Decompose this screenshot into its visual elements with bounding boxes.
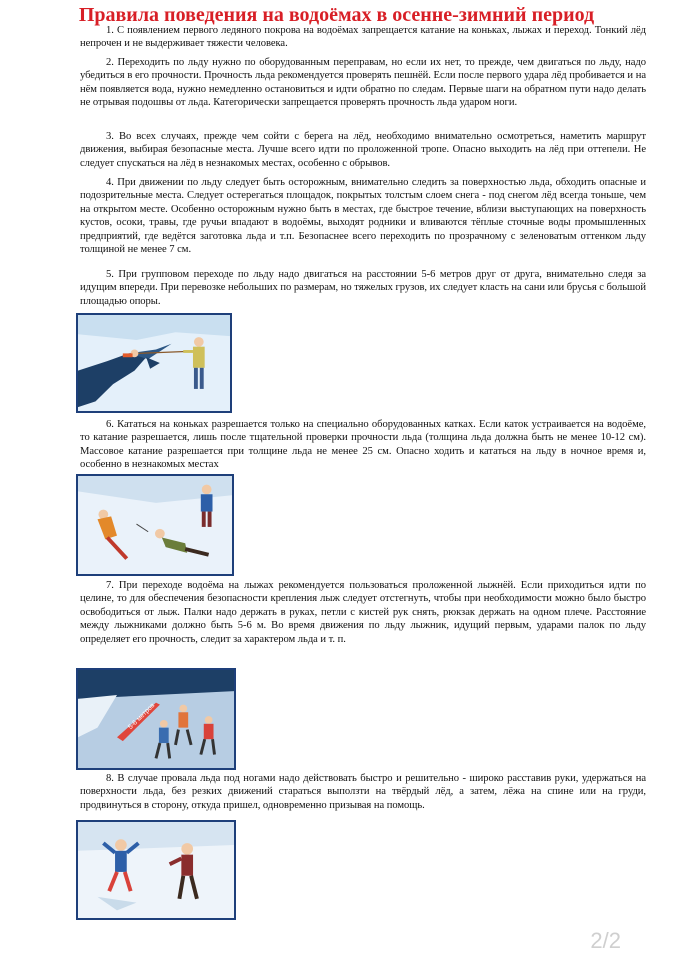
paragraph-5: 5. При групповом переходе по льду надо двигаться на расстоянии 5-6 метров друг от друга, внимательно следя за идущим впереди. При перевозке небольших по размерам, но тяжелых грузов, их следует класть на сани или брусья с большой площадью опоры.: [80, 269, 646, 307]
paragraph-4: 4. При движении по льду следует быть осторожным, внимательно следить за поверхностью льда, обходить опасные и подозрительные места. Следует остерегаться площадок, покрытых толстым слоем снега - под снегом лёд всегда тоньше, чем на открытом месте. Особенно осторожным нужно быть в местах, где быстрое течение, вблизи выступающих на поверхность кустов, осоки, травы, где ручьи впадают в водоёмы, выходят родники и вливаются тёплые сточные воды промышленных предприятий, где ведётся заготовка льда и т.п. Безопаснее всего переходить по прозрачному с зеленоватым оттенком льду толщиной не менее 7 см.: [80, 177, 646, 256]
illustration-children-on-ice: [76, 820, 236, 920]
illustration-ice-rescue: [76, 313, 232, 413]
paragraph-3: 3. Во всех случаях, прежде чем сойти с берега на лёд, необходимо внимательно осмотреться, наметить маршрут движения, выбирая безопасные места. Лучше всего идти по проложенной тропе. Опасно выходить на лёд при оттепели. Не следует спускаться на лёд в незнакомых местах, особенно с обрывов.: [80, 131, 646, 169]
paragraph-2: 2. Переходить по льду нужно по оборудованным переправам, но если их нет, то прежде, чем двигаться по льду, надо убедиться в его прочности. Прочность льда рекомендуется проверять пешнёй. Если после первого удара лёд пробивается и на нём появляется вода, нужно немедленно остановиться и идти обратно по следам. Первые шаги на обратном пути надо делать не отрывая подошвы от льда. Категорически запрещается проверять прочность льда ударом ноги.: [80, 57, 646, 109]
distance-sign: 5-6 метров: [127, 702, 157, 731]
illustration-skiers: [76, 668, 236, 770]
illustration-skating: [76, 474, 234, 576]
paragraph-7: 7. При переходе водоёма на лыжах рекомендуется пользоваться проложенной лыжнёй. Если приходиться идти по целине, то для обеспечения безопасности крепления лыж следует отстегнуть, чтобы при необходимости можно было быстро освободиться от лыж. Палки надо держать в руках, петли с кистей рук снять, рюкзак держать на одном плече. Расстояние между лыжниками должно быть 5-6 м. Во время движения по льду лыжник, идущий первым, ударами палок по льду определяет его прочность, следит за характером льда и т. п.: [80, 580, 646, 645]
paragraph-1: 1. С появлением первого ледяного покрова на водоёмах запрещается катание на коньках, лыжах и переход. Тонкий лёд непрочен и не выдерживает тяжести человека.: [80, 25, 646, 50]
paragraph-6: 6. Кататься на коньках разрешается только на специально оборудованных катках. Если каток устраивается на водоёме, то катание разрешается, лишь после тщательной проверки прочности льда (толщина льда должна быть не менее 10-12 см). Массовое катание разрешается при толщине льда не менее 25 см. Опасно ходить и кататься на льду в ночное время и, особенно в незнакомых местах: [80, 419, 646, 471]
paragraph-8: 8. В случае провала льда под ногами надо действовать быстро и решительно - широко расставив руки, удержаться на поверхности льда, без резких движений стараться выползти на твёрдый лёд, а затем, лёжа на спине или на груди, продвинуться в сторону, откуда пришел, одновременно призывая на помощь.: [80, 773, 646, 811]
page-title: Правила поведения на водоёмах в осенне-зимний период: [78, 4, 595, 26]
page-number: 2/2: [590, 928, 621, 953]
